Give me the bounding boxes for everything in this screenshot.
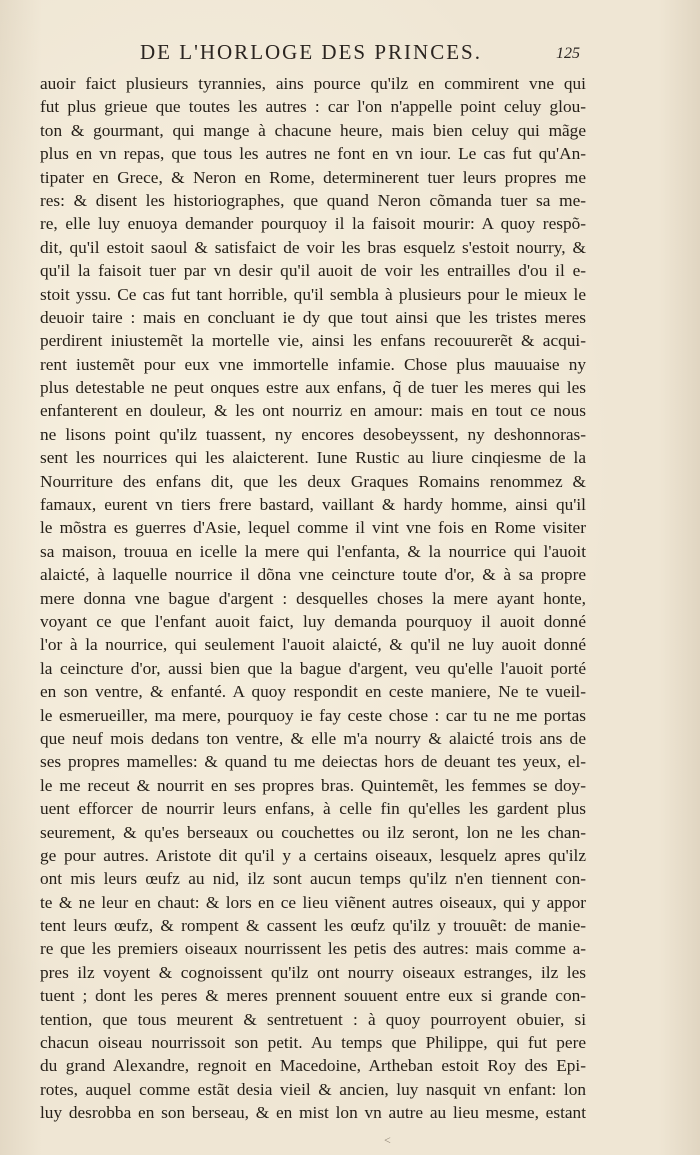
text-line: chacun oiseau nourrissoit son petit. Au temps que Philippe, qui fut pere: [40, 1033, 586, 1053]
text-line: sa maison, trouua en icelle la mere qui l'enfanta, & la nourrice qui l'auoit: [40, 541, 586, 561]
text-line: tipater en Grece, & Neron en Rome, determinerent tuer leurs propres me: [40, 167, 586, 187]
text-line: l'or à la nourrice, qui seulement l'auoit alaicté, & qu'il ne luy auoit donné: [40, 635, 586, 655]
text-line: luy desrobba en son berseau, & en mist lon vn autre au lieu mesme, estant: [40, 1103, 586, 1123]
text-line: re, elle luy enuoya demander pourquoy il la faisoit mourir: A quoy respõ-: [40, 214, 586, 234]
footer-mark: <: [384, 1133, 391, 1147]
text-line: res: & disent les historiographes, que quand Neron cõmanda tuer sa me-: [40, 190, 586, 210]
body-text: [40, 72, 586, 1125]
text-line: sent les nourrices qui les alaicterent. Iune Rustic au liure cinqiesme de la: [40, 448, 586, 468]
running-title: DE L'HORLOGE DES PRINCES.: [140, 40, 482, 64]
text-line: rotes, auquel comme estãt desia vieil & ancien, luy nasquit vn enfant: lon: [40, 1079, 586, 1099]
text-line: enfanterent en douleur, & les ont nourriz en amour: mais en tout ce nous: [40, 401, 586, 421]
text-line: ne lisons point qu'ilz tuassent, ny encores desobeyssent, ny deshonnoras-: [40, 424, 586, 444]
text-line: uent efforcer de nourrir leurs enfans, à celle fin qu'elles les gardent plus: [40, 799, 586, 819]
text-line: perdirent iniustemẽt la mortelle vie, ainsi les enfans recouurerẽt & acqui-: [40, 331, 586, 351]
text-line: du grand Alexandre, regnoit en Macedoine, Artheban estoit Roy des Epi-: [40, 1056, 586, 1076]
text-line: deuoir taire : mais en concluant ie dy que tout ainsi que les tristes meres: [40, 307, 586, 327]
text-line: plus detestable ne peut onques estre aux enfans, q̃ de tuer les meres qui les: [40, 378, 586, 398]
text-line: famaux, eurent vn tiers frere bastard, vaillant & hardy homme, ainsi qu'il: [40, 495, 586, 515]
text-line: fut plus grieue que toutes les autres : car l'on n'appelle point celuy glou-: [40, 97, 586, 117]
page-number: 125: [556, 45, 580, 62]
text-line: tention, que tous meurent & sentretuent : à quoy pourroyent obuier, si: [40, 1009, 586, 1029]
text-line: dit, qu'il estoit saoul & satisfaict de voir les bras esquelz s'estoit nourry, &: [40, 237, 586, 257]
text-line: le mõstra es guerres d'Asie, lequel comme il vint vne fois en Rome visiter: [40, 518, 586, 538]
text-line: stoit yssu. Ce cas fut tant horrible, qu'il sembla à plusieurs pour le mieux le: [40, 284, 586, 304]
text-line: ont mis leurs œufz au nid, ilz sont aucun temps qu'ilz n'en tiennent con-: [40, 869, 586, 889]
text-line: le esmerueiller, ma mere, pourquoy ie fay ceste chose : car tu ne me portas: [40, 705, 586, 725]
text-line: qu'il la faisoit tuer par vn desir qu'il auoit de voir les entrailles d'ou il e-: [40, 261, 586, 281]
text-line: que neuf mois dedans ton ventre, & elle m'a nourry & alaicté trois ans de: [40, 728, 586, 748]
text-line: en son ventre, & enfanté. A quoy respondit en ceste maniere, Ne te vueil-: [40, 682, 586, 702]
text-line: tent leurs œufz, & rompent & cassent les œufz qu'ilz y trouuẽt: de manie-: [40, 916, 586, 936]
text-line: auoir faict plusieurs tyrannies, ains pource qu'ilz en commirent vne qui: [40, 74, 586, 93]
text-line: ses propres mamelles: & quand tu me deiectas hors de deuant tes yeux, el-: [40, 752, 586, 772]
text-line: plus en vn repas, que tous les autres ne font en vn iour. Le cas fut qu'An-: [40, 144, 586, 164]
text-line: rent iustemẽt pour eux vne immortelle infamie. Chose plus mauuaise ny: [40, 354, 586, 374]
text-line: re que les premiers oiseaux nourrissent les petis des autres: mais comme a-: [40, 939, 586, 959]
text-line: voyant ce que l'enfant auoit faict, luy demanda pourquoy il auoit donné: [40, 611, 586, 631]
text-line: seurement, & qu'es berseaux ou couchettes ou ilz seront, lon ne les chan-: [40, 822, 586, 842]
text-line: la ceincture d'or, aussi bien que la bague d'argent, veu qu'elle l'auoit porté: [40, 658, 586, 678]
text-line: ton & gourmant, qui mange à chacune heure, mais bien celuy qui mãge: [40, 120, 586, 140]
text-line: pres ilz voyent & cognoissent qu'ilz ont nourry oiseaux estranges, ilz les: [40, 962, 586, 982]
text-line: te & ne leur en chaut: & lors en ce lieu viẽnent autres oiseaux, qui y appor: [40, 892, 586, 912]
text-line: le me receut & nourrit en ses propres bras. Quintemẽt, les femmes se doy-: [40, 775, 586, 795]
text-line: mere donna vne bague d'argent : desquelles choses la mere ayant honte,: [40, 588, 586, 608]
text-line: alaicté, à laquelle nourrice il dõna vne ceincture toute d'or, & à sa propre: [40, 565, 586, 585]
text-line: ge pour autres. Aristote dit qu'il y a certains oiseaux, lesquelz apres qu'ilz: [40, 845, 586, 865]
text-line: Nourriture des enfans dit, que les deux Graques Romains renommez &: [40, 471, 586, 491]
text-line: tuent ; dont les peres & meres prennent souuent entre eux si grande con-: [40, 986, 586, 1006]
